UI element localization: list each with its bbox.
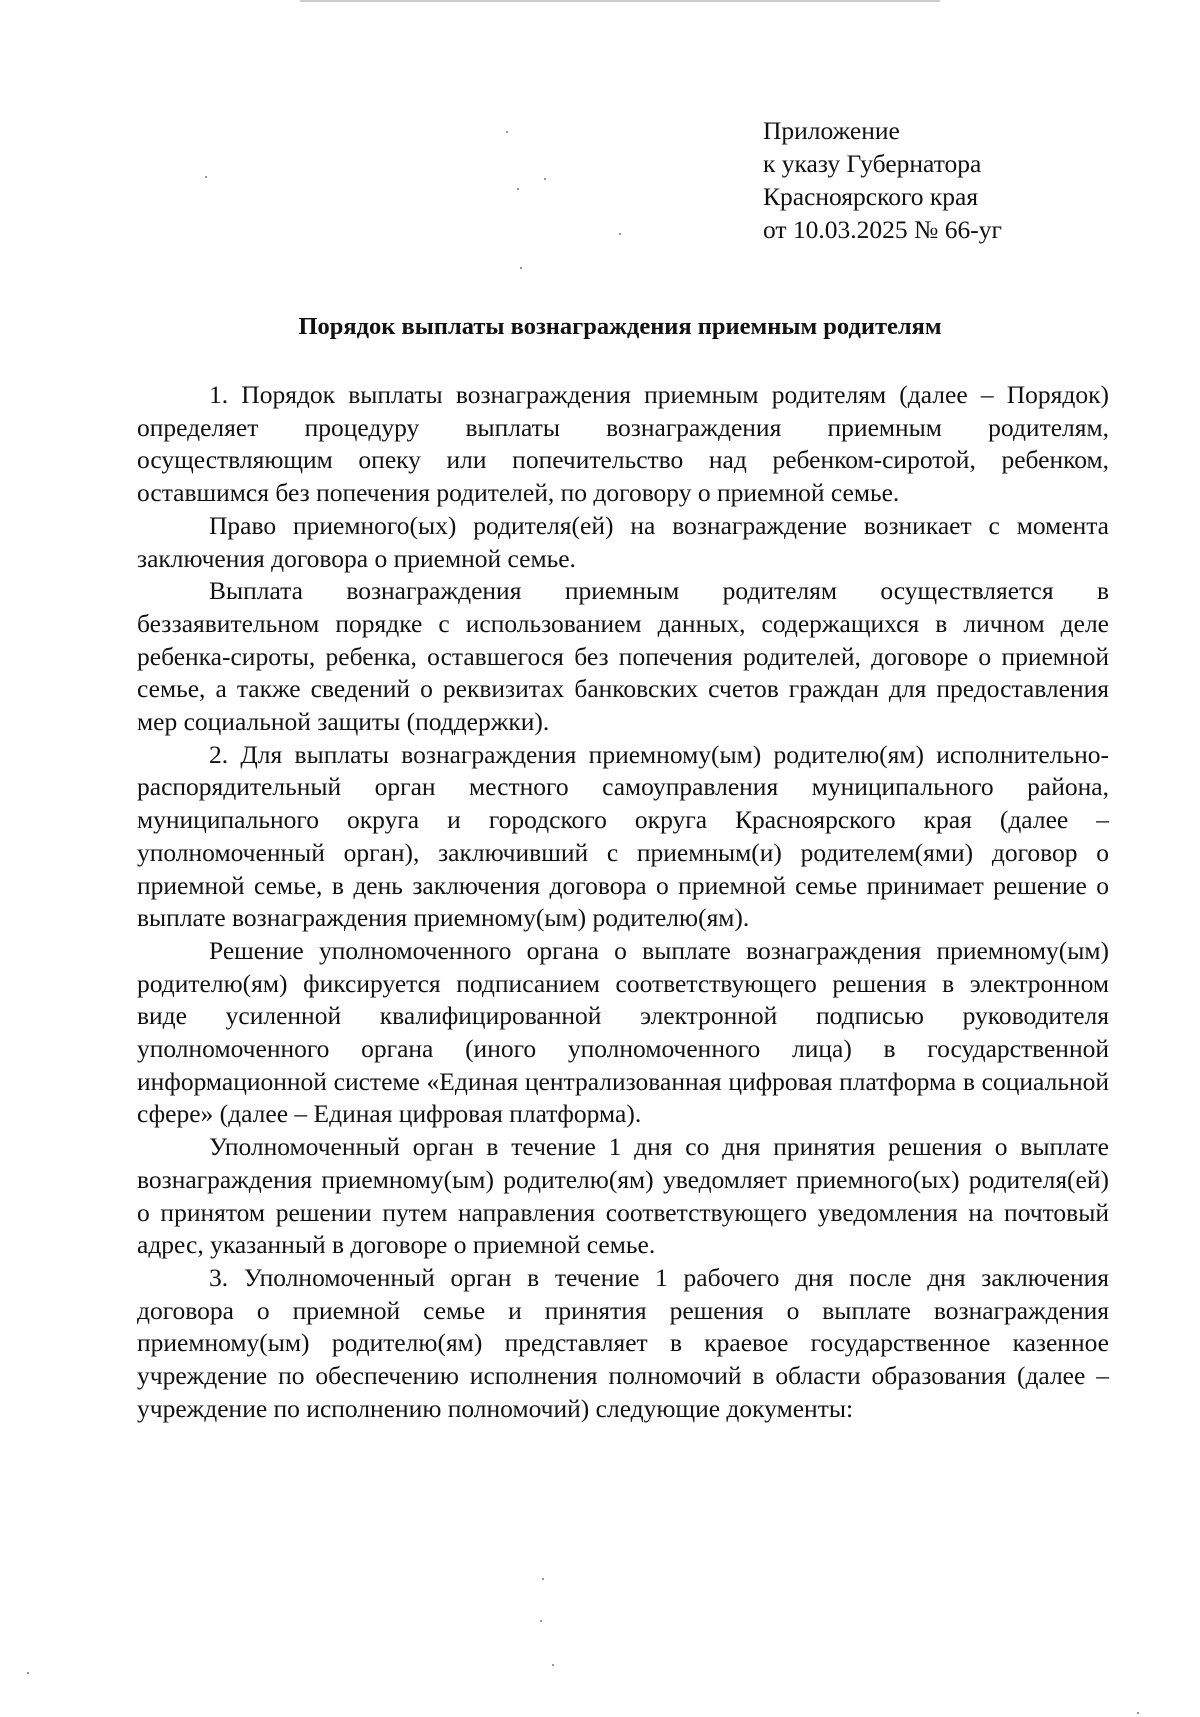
scan-edge-line [300,0,940,2]
paragraph-4: 2. Для выплаты вознаграждения приемному(ым) родителю(ям) исполнительно-распорядительный орган местного самоуправления муниципального района, муниципального округа и городского округа Красноярского края (далее – уполномоченный орган), заключивший с приемным(и) родителем(ями) договор о приемной семье, в день заключения договора о приемной семье принимает решение о выплате вознаграждения приемному(ым) родителю(ям). [137,739,1109,933]
scan-speck [520,267,522,269]
scan-speck [517,188,519,190]
appendix-date-number: от 10.03.2025 № 66-уг [763,215,1002,244]
paragraph-3: Выплата вознаграждения приемным родителям осуществляется в беззаявительном порядке с использованием данных, содержащихся в личном деле ребенка-сироты, ребенка, оставшегося без попечения родителей, договоре о приемной семье, а также сведений о реквизитах банковских счетов граждан для предоставления мер социальной защиты (поддержки). [137,576,1109,737]
scan-speck [205,176,207,178]
scan-speck [544,178,546,180]
scan-speck [540,1620,542,1622]
scan-speck [552,1664,554,1666]
paragraph-5: Решение уполномоченного органа о выплате вознаграждения приемному(ым) родителю(ям) фиксируется подписанием соответствующего решения в электронном виде усиленной квалифицированной электронной подписью руководителя уполномоченного органа (иного уполномоченного лица) в государственной информационной системе «Единая централизованная цифровая платформа в социальной сфере» (далее – Единая цифровая платформа). [137,935,1109,1129]
scan-speck [1137,1712,1139,1714]
document-title: Порядок выплаты вознаграждения приемным родителям [298,313,942,340]
scan-speck [542,1578,544,1580]
appendix-header [763,114,1002,246]
scan-speck [506,131,508,133]
appendix-line: к указу Губернатора [763,149,982,178]
paragraph-2: Право приемного(ых) родителя(ей) на вознаграждение возникает с момента заключения договора о приемной семье. [137,510,1109,573]
paragraph-7: 3. Уполномоченный орган в течение 1 рабочего дня после дня заключения договора о приемной семье и принятия решения о выплате вознаграждения приемному(ым) родителю(ям) представляет в краевое государственное казенное учреждение по обеспечению исполнения полномочий в области образования (далее – учреждение по исполнению полномочий) следующие документы: [137,1262,1109,1423]
appendix-line: Красноярского края [763,182,979,211]
paragraph-1: 1. Порядок выплаты вознаграждения приемным родителям (далее – Порядок) определяет процедуру выплаты вознаграждения приемным родителям, осуществляющим опеку или попечительство над ребенком-сиротой, ребенком, оставшимся без попечения родителей, по договору о приемной семье. [137,380,1109,508]
document-body [137,379,1109,1426]
appendix-line: Приложение [763,116,900,145]
paragraph-6: Уполномоченный орган в течение 1 дня со дня принятия решения о выплате вознаграждения приемному(ым) родителю(ям) уведомляет приемного(ых) родителя(ей) о принятом решении путем направления соответствующего уведомления на почтовый адрес, указанный в договоре о приемной семье. [137,1132,1109,1260]
scan-speck [27,1672,29,1674]
scan-speck [619,233,621,235]
